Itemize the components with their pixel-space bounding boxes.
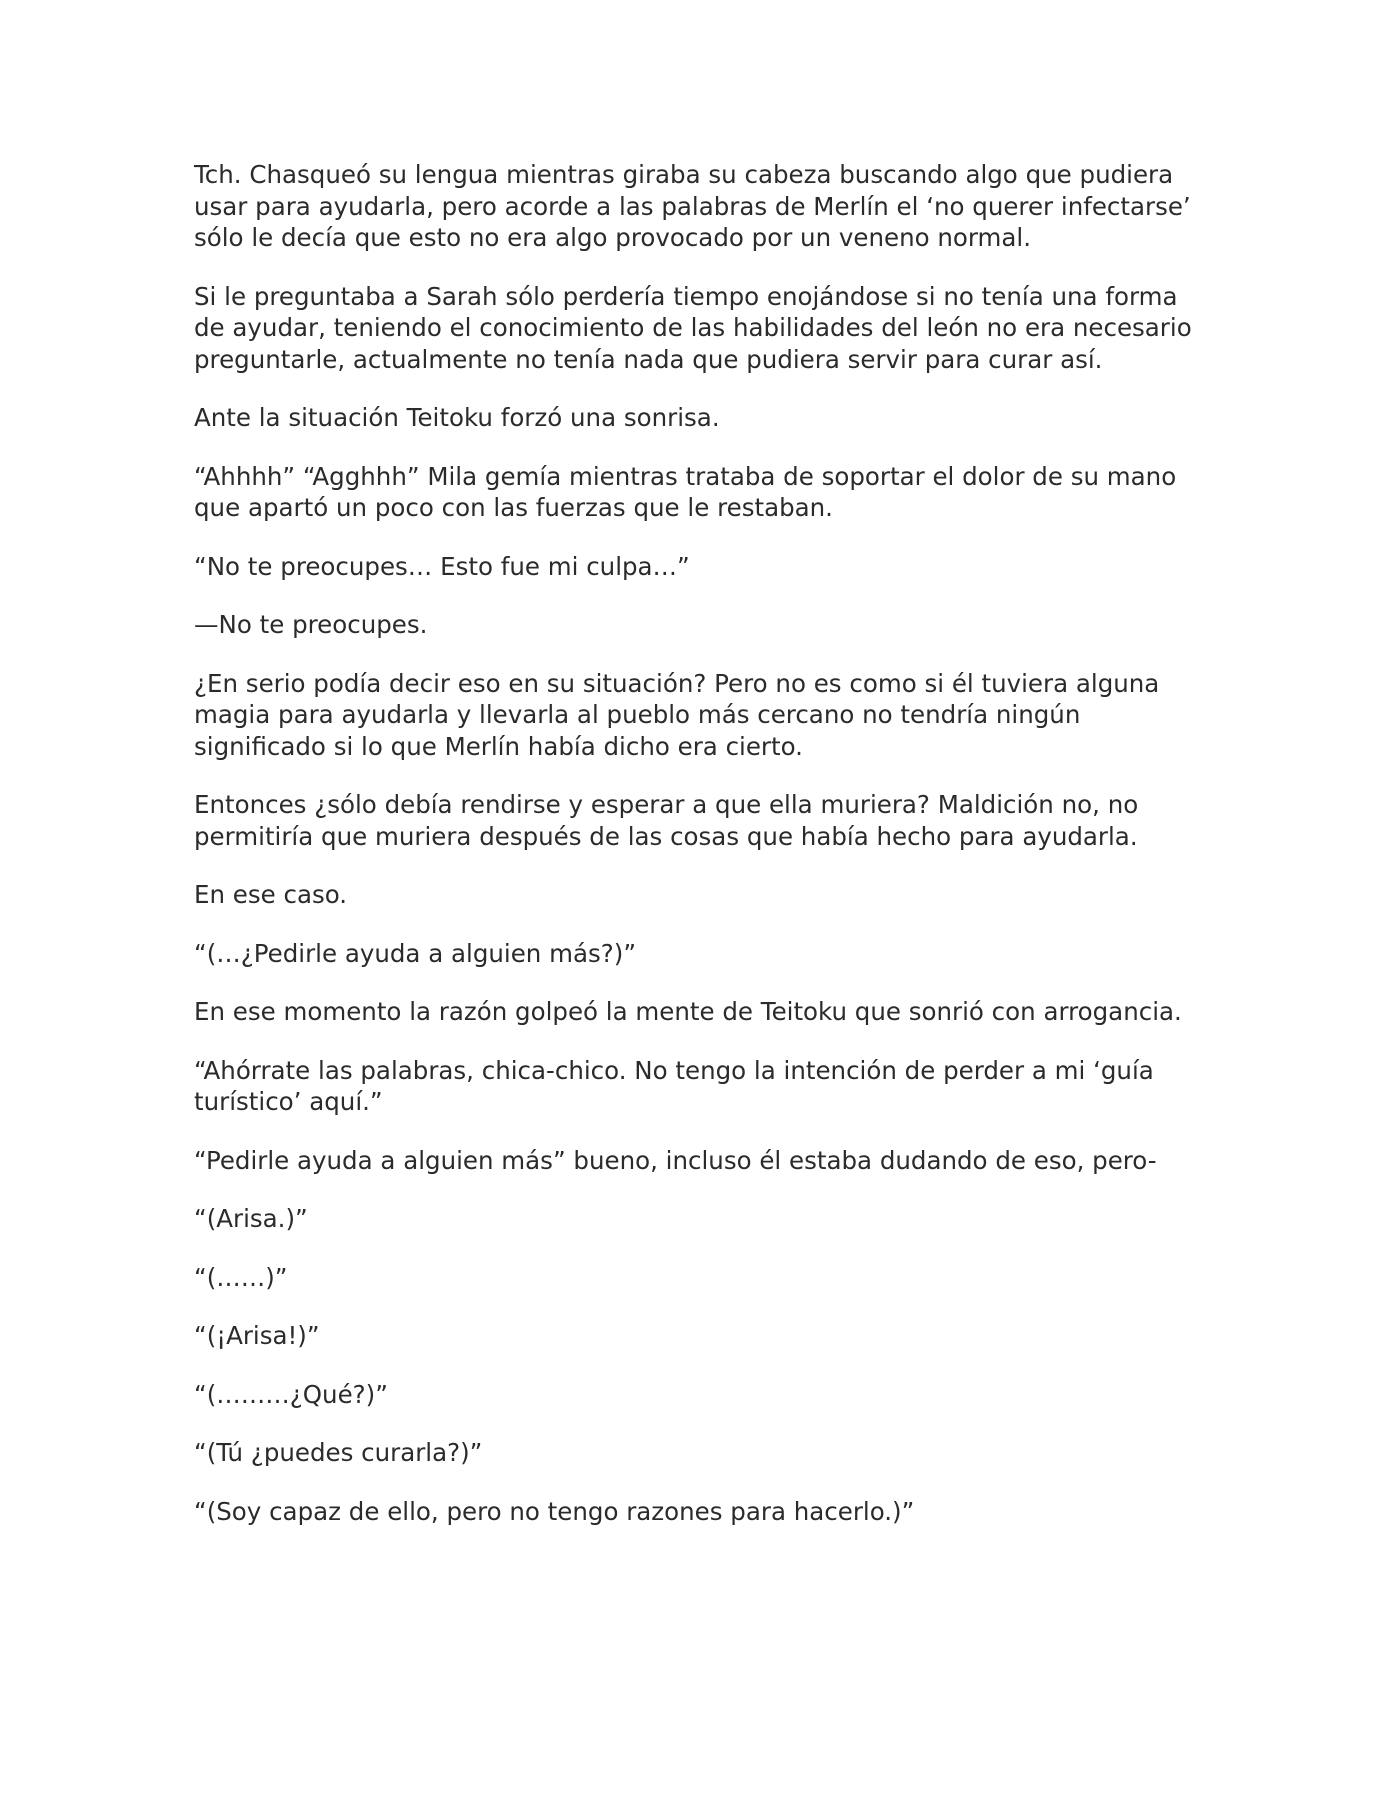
paragraph: “Ahórrate las palabras, chica-chico. No tengo la intención de perder a mi ‘guía turístico’ aquí.” (194, 1055, 1154, 1116)
paragraph: En ese momento la razón golpeó la mente de Teitoku que sonrió con arrogancia. (194, 997, 1182, 1026)
paragraph: Tch. Chasqueó su lengua mientras giraba su cabeza buscando algo que pudiera usar para ayudarla, pero acorde a las palabras de Merlín el ‘no querer infectarse’ sólo le decía que esto no era algo provocado por un veneno normal. (194, 160, 1191, 252)
paragraph: “Pedirle ayuda a alguien más” bueno, incluso él estaba dudando de eso, pero- (194, 1145, 1157, 1175)
paragraph: —No te preocupes. (194, 610, 428, 639)
paragraph: Entonces ¿sólo debía rendirse y esperar a que ella muriera? Maldición no, no permitiría que muriera después de las cosas que había hecho para ayudarla. (194, 790, 1139, 851)
paragraph: Ante la situación Teitoku forzó una sonrisa. (194, 403, 720, 432)
paragraph: “(………¿Qué?)” (194, 1379, 388, 1409)
paragraph: “(……)” (194, 1262, 288, 1292)
text-body (194, 159, 1214, 1527)
paragraph: Si le preguntaba a Sarah sólo perdería tiempo enojándose si no tenía una forma de ayudar, teniendo el conocimiento de las habilidades del león no era necesario preguntarle, actualmente no tenía nada que pudiera servir para curar así. (194, 281, 1192, 374)
paragraph: “Ahhhh” “Agghhh” Mila gemía mientras trataba de soportar el dolor de su mano que apartó un poco con las fuerzas que le restaban. (194, 461, 1177, 522)
paragraph: ¿En serio podía decir eso en su situación? Pero no es como si él tuviera alguna magia para ayudarla y llevarla al pueblo más cercano no tendría ningún significado si lo que Merlín había dicho era cierto. (194, 668, 1160, 761)
paragraph: “(¡Arisa!)” (194, 1321, 320, 1350)
paragraph: “(Arisa.)” (194, 1204, 308, 1233)
paragraph: “(Tú ¿puedes curarla?)” (194, 1438, 483, 1467)
paragraph: “(…¿Pedirle ayuda a alguien más?)” (194, 938, 637, 968)
paragraph: “No te preocupes… Esto fue mi culpa…” (194, 551, 690, 581)
paragraph: En ese caso. (194, 880, 348, 909)
paragraph: “(Soy capaz de ello, pero no tengo razones para hacerlo.)” (194, 1496, 915, 1526)
